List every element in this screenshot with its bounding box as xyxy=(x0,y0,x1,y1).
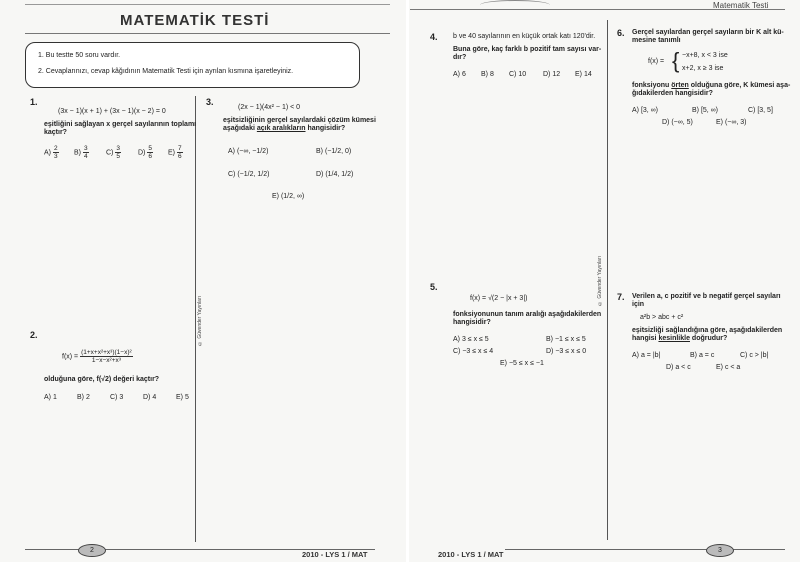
copyright-text: © Güvender Yayınları xyxy=(197,296,203,347)
question-7-number: 7. xyxy=(617,292,625,302)
question-1-equation: (3x − 1)(x + 1) + (3x − 1)(x − 2) = 0 xyxy=(58,108,166,115)
option-e[interactable]: E) (1/2, ∞) xyxy=(272,193,305,200)
brace-icon: { xyxy=(672,48,680,73)
option-letter: A) xyxy=(44,149,51,157)
header-arc xyxy=(480,0,550,10)
question-2-function xyxy=(62,349,133,364)
option-a[interactable]: A) a = |b| xyxy=(632,352,661,359)
option-b[interactable] xyxy=(74,145,89,160)
text: olduğuna göre, K kümesi aşa- xyxy=(688,82,791,89)
underlined-text: kesinlikle xyxy=(658,335,690,342)
option-e[interactable]: E) (−∞, 3) xyxy=(716,119,747,126)
option-d[interactable] xyxy=(138,145,153,160)
numerator: 3 xyxy=(83,145,88,152)
question-1-number: 1. xyxy=(30,97,38,107)
option-a[interactable]: A) 3 ≤ x ≤ 5 xyxy=(453,336,489,343)
question-3-text: eşitsizliğinin gerçel sayılardaki çözüm kümesi xyxy=(223,117,376,124)
option-a[interactable]: A) 1 xyxy=(44,394,57,401)
question-6-number: 6. xyxy=(617,28,625,38)
question-1-text: eşitliğini sağlayan x gerçel sayılarının toplamı xyxy=(44,121,197,128)
page-title: MATEMATİK TESTİ xyxy=(120,12,270,29)
question-4-stem: b ve 40 sayılarının en küçük ortak katı 120'dir. xyxy=(453,33,596,40)
question-3-equation: (2x − 1)(4x² − 1) < 0 xyxy=(238,104,301,111)
question-6-text: Gerçel sayılardan gerçel sayıların bir K alt kü- xyxy=(632,29,784,36)
fraction xyxy=(177,145,183,160)
option-b[interactable]: B) 2 xyxy=(77,394,90,401)
numerator: (1+x+x²+x³)(1−x)² xyxy=(81,349,132,356)
denominator: 6 xyxy=(148,153,152,160)
option-d[interactable]: D) −3 ≤ x ≤ 0 xyxy=(546,348,587,355)
question-7-text-3: eşitsizliği sağlandığına göre, aşağıdakilerden xyxy=(632,327,783,334)
text: hangisi xyxy=(632,335,659,342)
option-b[interactable]: B) −1 ≤ x ≤ 5 xyxy=(546,336,586,343)
option-d[interactable]: D) (1/4, 1/2) xyxy=(316,171,354,178)
option-d[interactable]: D) a < c xyxy=(666,364,691,371)
question-4-text: Buna göre, kaç farklı b pozitif tam sayısı var- xyxy=(453,46,602,53)
question-2-number: 2. xyxy=(30,330,38,340)
option-letter: D) xyxy=(138,149,146,157)
option-d[interactable]: D) (−∞, 5) xyxy=(662,119,693,126)
question-1-options xyxy=(44,145,189,165)
option-b[interactable]: B) (−1/2, 0) xyxy=(316,148,352,155)
question-6-text-2: mesine tanımlı xyxy=(632,37,681,44)
column-divider xyxy=(195,96,196,542)
option-e[interactable] xyxy=(168,145,183,160)
option-e[interactable]: E) 14 xyxy=(575,71,592,78)
question-7-inequality: a²b > abc + c² xyxy=(640,314,684,321)
option-c[interactable]: C) 10 xyxy=(509,71,527,78)
option-b[interactable]: B) a = c xyxy=(690,352,715,359)
header-title: Matematik Testi xyxy=(713,1,769,10)
question-4-text-2: dır? xyxy=(453,54,467,61)
fraction xyxy=(147,145,153,160)
numerator: 3 xyxy=(116,145,120,152)
denominator: 6 xyxy=(177,153,182,160)
question-5-text-2: hangisidir? xyxy=(453,319,491,326)
option-a[interactable] xyxy=(44,145,59,160)
option-a[interactable]: A) [3, ∞) xyxy=(632,107,658,114)
question-7-text-2: için xyxy=(632,301,645,308)
question-6-case-2: x+2, x ≥ 3 ise xyxy=(682,65,724,72)
fraction xyxy=(115,145,121,160)
top-rule xyxy=(25,4,390,5)
option-c[interactable] xyxy=(106,145,121,160)
question-6-function-label: f(x) = xyxy=(648,58,665,65)
option-c[interactable]: C) c > |b| xyxy=(740,352,769,359)
option-a[interactable]: A) 6 xyxy=(453,71,466,78)
text: aşağıdaki xyxy=(223,125,257,132)
copyright-text: © Güvender Yayınları xyxy=(597,256,603,307)
option-e[interactable]: E) c < a xyxy=(716,364,741,371)
option-letter: C) xyxy=(106,149,114,157)
numerator: 5 xyxy=(148,145,152,152)
question-6-text-3 xyxy=(632,82,790,89)
option-letter: B) xyxy=(74,149,81,157)
denominator: 3 xyxy=(53,153,58,160)
denominator: 1−x−x²+x³ xyxy=(91,357,121,364)
function-label: f(x) = xyxy=(62,353,79,361)
question-3-number: 3. xyxy=(206,97,214,107)
question-7-text: Verilen a, c pozitif ve b negatif gerçel sayıları xyxy=(632,293,781,300)
question-5-number: 5. xyxy=(430,282,438,292)
footer-rule xyxy=(505,549,785,550)
fraction xyxy=(53,145,59,160)
question-4-number: 4. xyxy=(430,32,438,42)
option-b[interactable]: B) 8 xyxy=(481,71,494,78)
text: hangisidir? xyxy=(305,125,346,132)
numerator: 7 xyxy=(177,145,182,152)
question-6-case-1: −x+8, x < 3 ise xyxy=(682,52,728,59)
fraction xyxy=(80,349,133,364)
text: doğrudur? xyxy=(689,335,728,342)
text: fonksiyonu xyxy=(632,82,672,89)
option-c[interactable]: C) 3 xyxy=(110,394,124,401)
question-7-text-4 xyxy=(632,335,727,342)
question-6-text-4: ğıdakilerden hangisidir? xyxy=(632,90,713,97)
question-5-text: fonksiyonunun tanım aralığı aşağıdakilerden xyxy=(453,311,602,318)
underlined-text: örten xyxy=(671,82,689,89)
option-b[interactable]: B) [5, ∞) xyxy=(692,107,718,114)
instructions-box xyxy=(25,42,360,88)
footer-label: 2010 - LYS 1 / MAT xyxy=(302,550,368,559)
option-e[interactable]: E) −5 ≤ x ≤ −1 xyxy=(500,360,544,367)
option-letter: E) xyxy=(168,149,175,157)
option-c[interactable]: C) −3 ≤ x ≤ 4 xyxy=(453,348,494,355)
title-rule xyxy=(25,33,390,34)
option-a[interactable]: A) (−∞, −1/2) xyxy=(228,148,269,155)
numerator: 2 xyxy=(53,145,58,152)
footer-label: 2010 - LYS 1 / MAT xyxy=(438,550,504,559)
question-3-text-2 xyxy=(223,125,345,132)
question-5-function: f(x) = √(2 − |x + 3|) xyxy=(470,295,528,302)
option-c[interactable]: C) (−1/2, 1/2) xyxy=(228,171,270,178)
option-e[interactable]: E) 5 xyxy=(176,394,189,401)
underlined-text: açık aralıkların xyxy=(256,125,306,132)
denominator: 4 xyxy=(83,153,88,160)
page-number: 3 xyxy=(706,544,734,557)
question-2-text: olduğuna göre, f(√2) değeri kaçtır? xyxy=(44,376,160,383)
question-1-text-2: kaçtır? xyxy=(44,129,67,136)
page-gutter xyxy=(406,0,409,562)
option-d[interactable]: D) 4 xyxy=(143,394,157,401)
option-d[interactable]: D) 12 xyxy=(543,71,561,78)
column-divider xyxy=(607,20,608,540)
option-c[interactable]: C) [3, 5] xyxy=(748,107,773,114)
instruction-2: 2. Cevaplarınızı, cevap kâğıdının Matematik Testi için ayrılan kısmına işaretleyiniz. xyxy=(38,68,294,75)
denominator: 5 xyxy=(116,153,120,160)
right-page xyxy=(410,0,800,562)
instruction-1: 1. Bu testte 50 soru vardır. xyxy=(38,52,121,59)
fraction xyxy=(83,145,89,160)
page-number: 2 xyxy=(78,544,106,557)
